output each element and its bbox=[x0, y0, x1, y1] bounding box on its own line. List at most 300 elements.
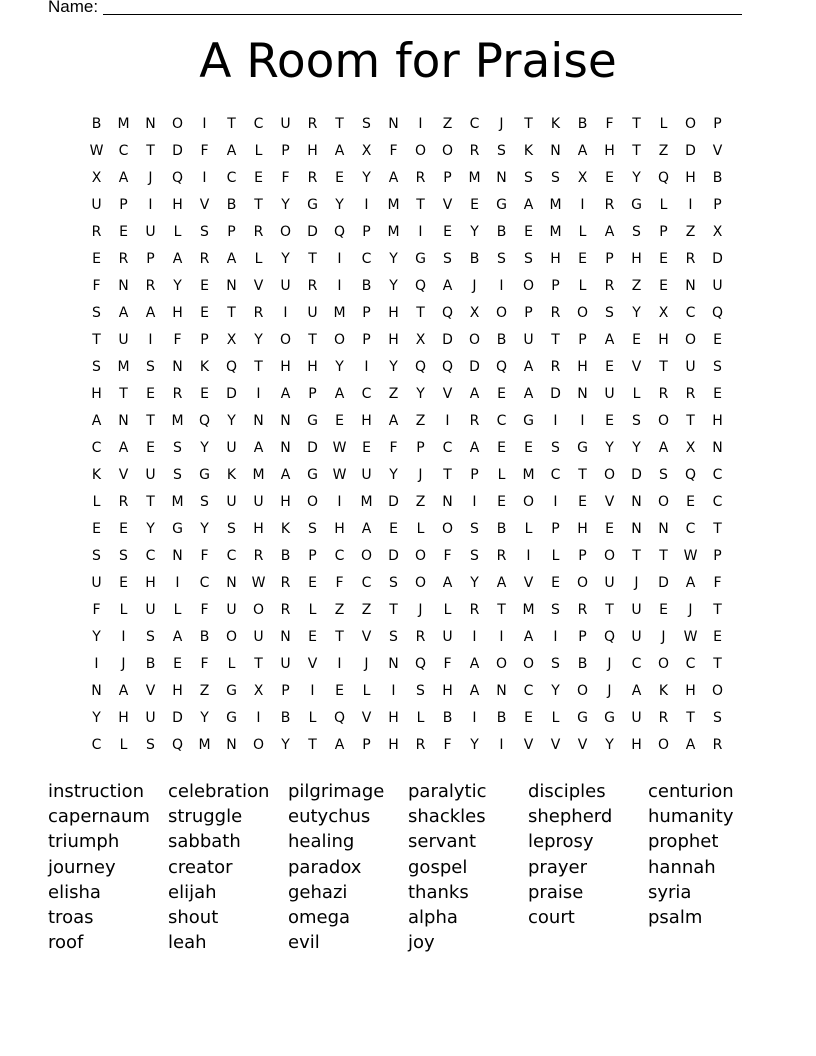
word-list-item: pilgrimage bbox=[288, 781, 385, 802]
word-list-item: creator bbox=[168, 856, 233, 878]
grid-letter: C bbox=[361, 575, 372, 591]
grid-letter: M bbox=[522, 467, 535, 483]
grid-letter: E bbox=[362, 440, 371, 456]
grid-letter: N bbox=[631, 494, 642, 510]
grid-letter: N bbox=[226, 737, 237, 753]
grid-letter: R bbox=[253, 224, 264, 240]
grid-letter: C bbox=[712, 467, 723, 483]
grid-letter: U bbox=[145, 602, 156, 618]
grid-letter: H bbox=[307, 359, 318, 375]
grid-letter: T bbox=[146, 413, 155, 429]
grid-letter: T bbox=[92, 332, 101, 348]
grid-letter: O bbox=[414, 143, 427, 159]
grid-letter: P bbox=[200, 332, 209, 348]
grid-letter: E bbox=[713, 332, 722, 348]
grid-letter: O bbox=[441, 521, 454, 537]
grid-letter: P bbox=[281, 143, 290, 159]
grid-letter: T bbox=[308, 251, 317, 267]
grid-letter: V bbox=[253, 278, 264, 294]
grid-letter: H bbox=[658, 332, 669, 348]
grid-letter: A bbox=[523, 629, 534, 645]
grid-letter: L bbox=[578, 278, 587, 294]
grid-letter: O bbox=[279, 332, 292, 348]
grid-letter: H bbox=[172, 683, 183, 699]
grid-letter: A bbox=[91, 413, 102, 429]
grid-letter: C bbox=[496, 413, 507, 429]
grid-letter: D bbox=[307, 224, 318, 240]
word-list-item: shout bbox=[168, 906, 219, 928]
grid-letter: R bbox=[658, 386, 669, 402]
grid-letter: X bbox=[577, 170, 588, 186]
grid-letter: C bbox=[685, 521, 696, 537]
grid-letter: R bbox=[253, 548, 264, 564]
grid-letter: M bbox=[387, 197, 400, 213]
grid-letter: J bbox=[607, 683, 612, 699]
grid-letter: Q bbox=[198, 413, 211, 429]
grid-letter: J bbox=[688, 602, 693, 618]
grid-letter: N bbox=[685, 278, 696, 294]
grid-letter: S bbox=[119, 548, 128, 564]
grid-letter: O bbox=[684, 116, 697, 132]
grid-letter: H bbox=[91, 386, 102, 402]
grid-letter: I bbox=[499, 629, 504, 645]
grid-letter: T bbox=[686, 413, 695, 429]
grid-letter: O bbox=[495, 305, 508, 321]
grid-letter: R bbox=[550, 305, 561, 321]
grid-letter: P bbox=[119, 197, 128, 213]
grid-letter: V bbox=[604, 494, 615, 510]
grid-letter: Q bbox=[225, 359, 238, 375]
grid-letter: P bbox=[362, 737, 371, 753]
grid-letter: R bbox=[118, 251, 129, 267]
name-field bbox=[48, 0, 742, 17]
grid-letter: O bbox=[252, 737, 265, 753]
grid-letter: W bbox=[683, 629, 698, 645]
name-label: Name: bbox=[48, 0, 99, 16]
grid-letter: I bbox=[418, 116, 423, 132]
grid-letter: F bbox=[200, 602, 209, 618]
grid-letter: K bbox=[658, 683, 669, 699]
grid-letter: C bbox=[550, 467, 561, 483]
grid-letter: R bbox=[685, 386, 696, 402]
grid-letter: U bbox=[91, 197, 102, 213]
grid-letter: U bbox=[685, 359, 696, 375]
grid-letter: Q bbox=[171, 737, 184, 753]
grid-letter: A bbox=[172, 251, 183, 267]
grid-letter: Z bbox=[334, 602, 345, 618]
grid-letter: E bbox=[200, 305, 209, 321]
grid-letter: E bbox=[254, 170, 263, 186]
grid-letter: Y bbox=[254, 332, 263, 348]
word-list-item: alpha bbox=[408, 906, 458, 928]
grid-letter: Y bbox=[416, 386, 425, 402]
grid-letter: H bbox=[712, 413, 723, 429]
grid-letter: G bbox=[226, 710, 237, 726]
grid-letter: T bbox=[713, 521, 722, 537]
grid-letter: T bbox=[254, 656, 263, 672]
grid-letter: S bbox=[470, 521, 479, 537]
word-list-item: struggle bbox=[168, 806, 243, 828]
grid-letter: I bbox=[499, 737, 504, 753]
grid-letter: O bbox=[657, 656, 670, 672]
grid-letter: I bbox=[337, 278, 342, 294]
grid-letter: H bbox=[685, 170, 696, 186]
grid-letter: E bbox=[497, 440, 506, 456]
grid-letter: U bbox=[226, 440, 237, 456]
grid-letter: H bbox=[604, 143, 615, 159]
grid-letter: A bbox=[685, 737, 696, 753]
grid-letter: D bbox=[631, 467, 642, 483]
grid-letter: P bbox=[308, 386, 317, 402]
grid-letter: Z bbox=[199, 683, 210, 699]
grid-letter: Q bbox=[441, 359, 454, 375]
grid-letter: E bbox=[173, 656, 182, 672]
grid-letter: S bbox=[200, 494, 209, 510]
grid-letter: V bbox=[361, 629, 372, 645]
grid-letter: S bbox=[713, 710, 722, 726]
grid-letter: M bbox=[549, 224, 562, 240]
grid-letter: L bbox=[524, 521, 533, 537]
grid-letter: G bbox=[307, 413, 318, 429]
grid-letter: W bbox=[683, 548, 698, 564]
grid-letter: R bbox=[280, 575, 291, 591]
grid-letter: L bbox=[92, 494, 101, 510]
grid-letter: C bbox=[685, 656, 696, 672]
grid-letter: S bbox=[173, 467, 182, 483]
grid-letter: S bbox=[92, 359, 101, 375]
grid-letter: H bbox=[118, 710, 129, 726]
grid-letter: J bbox=[472, 278, 477, 294]
grid-letter: J bbox=[364, 656, 369, 672]
grid-letter: S bbox=[497, 251, 506, 267]
grid-letter: O bbox=[441, 143, 454, 159]
grid-letter: A bbox=[577, 143, 588, 159]
grid-letter: O bbox=[684, 332, 697, 348]
grid-letter: S bbox=[524, 170, 533, 186]
grid-letter: T bbox=[713, 602, 722, 618]
grid-letter: T bbox=[659, 548, 668, 564]
grid-letter: I bbox=[364, 197, 369, 213]
grid-letter: Y bbox=[92, 629, 101, 645]
grid-letter: E bbox=[605, 521, 614, 537]
grid-letter: E bbox=[659, 278, 668, 294]
grid-letter: N bbox=[118, 413, 129, 429]
grid-letter: R bbox=[550, 359, 561, 375]
grid-letter: Y bbox=[389, 359, 398, 375]
grid-letter: I bbox=[337, 251, 342, 267]
grid-letter: S bbox=[416, 683, 425, 699]
grid-letter: V bbox=[145, 683, 156, 699]
grid-letter: F bbox=[335, 575, 344, 591]
grid-letter: T bbox=[335, 629, 344, 645]
grid-letter: C bbox=[334, 548, 345, 564]
grid-letter: A bbox=[496, 575, 507, 591]
grid-letter: R bbox=[604, 197, 615, 213]
grid-letter: V bbox=[307, 656, 318, 672]
grid-letter: Q bbox=[495, 359, 508, 375]
grid-letter: P bbox=[578, 332, 587, 348]
grid-letter: N bbox=[577, 386, 588, 402]
grid-letter: X bbox=[415, 332, 426, 348]
grid-letter: I bbox=[688, 197, 693, 213]
grid-letter: Y bbox=[281, 197, 290, 213]
word-list bbox=[48, 779, 788, 955]
grid-letter: L bbox=[578, 224, 587, 240]
grid-letter: Y bbox=[227, 413, 236, 429]
grid-letter: S bbox=[443, 251, 452, 267]
grid-letter: Y bbox=[632, 170, 641, 186]
grid-letter: E bbox=[713, 386, 722, 402]
grid-letter: T bbox=[632, 143, 641, 159]
grid-letter: U bbox=[145, 467, 156, 483]
grid-letter: E bbox=[308, 629, 317, 645]
grid-letter: R bbox=[280, 602, 291, 618]
grid-letter: N bbox=[388, 656, 399, 672]
grid-letter: F bbox=[443, 737, 452, 753]
grid-letter: N bbox=[280, 629, 291, 645]
grid-letter: P bbox=[416, 440, 425, 456]
grid-letter: O bbox=[252, 602, 265, 618]
grid-letter: U bbox=[226, 494, 237, 510]
grid-letter: N bbox=[712, 440, 723, 456]
grid-letter: Q bbox=[603, 629, 616, 645]
grid-letter: E bbox=[92, 521, 101, 537]
grid-letter: C bbox=[631, 656, 642, 672]
grid-letter: S bbox=[389, 575, 398, 591]
grid-letter: T bbox=[254, 359, 263, 375]
grid-letter: N bbox=[496, 170, 507, 186]
grid-letter: B bbox=[280, 548, 291, 564]
grid-letter: I bbox=[580, 413, 585, 429]
grid-letter: S bbox=[173, 440, 182, 456]
word-list-item: hannah bbox=[648, 856, 716, 878]
grid-letter: S bbox=[146, 737, 155, 753]
grid-letter: F bbox=[443, 548, 452, 564]
grid-letter: M bbox=[360, 494, 373, 510]
grid-letter: E bbox=[119, 521, 128, 537]
grid-letter: F bbox=[200, 656, 209, 672]
grid-letter: U bbox=[631, 629, 642, 645]
grid-letter: H bbox=[550, 251, 561, 267]
grid-letter: F bbox=[92, 278, 101, 294]
grid-letter: B bbox=[145, 656, 156, 672]
grid-letter: G bbox=[577, 440, 588, 456]
grid-letter: T bbox=[308, 737, 317, 753]
grid-letter: I bbox=[445, 413, 450, 429]
grid-letter: M bbox=[468, 170, 481, 186]
grid-letter: G bbox=[307, 467, 318, 483]
grid-letter: B bbox=[577, 656, 588, 672]
grid-letter: Q bbox=[414, 656, 427, 672]
word-list-item: roof bbox=[48, 932, 84, 954]
grid-letter: P bbox=[227, 224, 236, 240]
grid-letter: Q bbox=[414, 278, 427, 294]
grid-letter: S bbox=[497, 143, 506, 159]
grid-letter: R bbox=[415, 170, 426, 186]
grid-letter: B bbox=[496, 710, 507, 726]
grid-letter: U bbox=[361, 467, 372, 483]
grid-letter: A bbox=[334, 143, 345, 159]
grid-letter: L bbox=[659, 197, 668, 213]
grid-letter: I bbox=[337, 656, 342, 672]
grid-letter: V bbox=[523, 575, 534, 591]
grid-letter: W bbox=[332, 440, 347, 456]
grid-letter: H bbox=[442, 683, 453, 699]
grid-letter: V bbox=[577, 737, 588, 753]
grid-letter: V bbox=[712, 143, 723, 159]
grid-letter: U bbox=[604, 575, 615, 591]
word-list-item: servant bbox=[408, 831, 477, 853]
grid-letter: G bbox=[199, 467, 210, 483]
grid-letter: Y bbox=[146, 521, 155, 537]
grid-letter: O bbox=[657, 413, 670, 429]
grid-letter: N bbox=[496, 683, 507, 699]
grid-letter: L bbox=[308, 710, 317, 726]
grid-letter: C bbox=[226, 170, 237, 186]
grid-letter: O bbox=[279, 224, 292, 240]
grid-letter: U bbox=[280, 278, 291, 294]
grid-letter: C bbox=[91, 440, 102, 456]
grid-letter: F bbox=[389, 440, 398, 456]
word-list-item: disciples bbox=[528, 781, 606, 802]
grid-letter: H bbox=[388, 710, 399, 726]
grid-letter: P bbox=[578, 548, 587, 564]
grid-letter: A bbox=[469, 656, 480, 672]
grid-letter: H bbox=[685, 683, 696, 699]
grid-letter: Q bbox=[171, 170, 184, 186]
grid-letter: X bbox=[361, 143, 372, 159]
grid-letter: O bbox=[657, 737, 670, 753]
grid-letter: L bbox=[173, 224, 182, 240]
grid-letter: I bbox=[202, 116, 207, 132]
grid-letter: I bbox=[148, 332, 153, 348]
grid-letter: I bbox=[553, 629, 558, 645]
grid-letter: I bbox=[337, 494, 342, 510]
grid-letter: V bbox=[199, 197, 210, 213]
grid-letter: A bbox=[604, 332, 615, 348]
grid-letter: O bbox=[225, 629, 238, 645]
grid-letter: H bbox=[172, 197, 183, 213]
grid-letter: S bbox=[92, 548, 101, 564]
grid-letter: V bbox=[118, 467, 129, 483]
grid-letter: A bbox=[442, 575, 453, 591]
grid-letter: A bbox=[226, 251, 237, 267]
grid-letter: P bbox=[524, 305, 533, 321]
grid-letter: E bbox=[686, 494, 695, 510]
grid-letter: G bbox=[226, 683, 237, 699]
grid-letter: C bbox=[145, 548, 156, 564]
grid-letter: T bbox=[443, 467, 452, 483]
grid-letter: S bbox=[713, 359, 722, 375]
grid-letter: O bbox=[306, 494, 319, 510]
word-list-item: evil bbox=[288, 932, 320, 954]
grid-letter: N bbox=[172, 548, 183, 564]
grid-letter: H bbox=[253, 521, 264, 537]
grid-letter: H bbox=[388, 305, 399, 321]
grid-letter: Z bbox=[388, 386, 399, 402]
grid-letter: H bbox=[172, 305, 183, 321]
grid-letter: Q bbox=[333, 710, 346, 726]
grid-letter: N bbox=[280, 413, 291, 429]
grid-letter: I bbox=[310, 683, 315, 699]
page-title: A Room for Praise bbox=[199, 34, 617, 89]
grid-letter: S bbox=[632, 413, 641, 429]
grid-letter: U bbox=[712, 278, 723, 294]
word-list-item: gospel bbox=[408, 856, 468, 878]
grid-letter: S bbox=[146, 629, 155, 645]
grid-letter: A bbox=[604, 224, 615, 240]
grid-letter: N bbox=[280, 440, 291, 456]
grid-letter: R bbox=[307, 170, 318, 186]
grid-letter: N bbox=[658, 521, 669, 537]
grid-letter: Y bbox=[470, 224, 479, 240]
grid-letter: M bbox=[117, 116, 130, 132]
grid-letter: O bbox=[171, 116, 184, 132]
grid-letter: H bbox=[307, 143, 318, 159]
word-list-item: prophet bbox=[648, 831, 719, 853]
grid-letter: A bbox=[118, 683, 129, 699]
grid-letter: G bbox=[604, 710, 615, 726]
grid-letter: S bbox=[470, 548, 479, 564]
grid-letter: S bbox=[308, 521, 317, 537]
grid-letter: Z bbox=[685, 224, 696, 240]
grid-letter: Q bbox=[414, 359, 427, 375]
grid-letter: I bbox=[526, 548, 531, 564]
grid-letter: P bbox=[362, 332, 371, 348]
word-list-item: leah bbox=[168, 932, 207, 954]
grid-letter: N bbox=[550, 143, 561, 159]
grid-letter: O bbox=[603, 467, 616, 483]
grid-letter: L bbox=[308, 602, 317, 618]
grid-letter: F bbox=[389, 143, 398, 159]
grid-letter: H bbox=[577, 521, 588, 537]
grid-letter: A bbox=[334, 737, 345, 753]
grid-letter: P bbox=[551, 278, 560, 294]
grid-letter: R bbox=[199, 251, 210, 267]
grid-letter: O bbox=[576, 683, 589, 699]
grid-letter: H bbox=[631, 251, 642, 267]
grid-letter: Y bbox=[605, 737, 614, 753]
grid-letter: Z bbox=[415, 494, 426, 510]
grid-letter: S bbox=[659, 467, 668, 483]
word-list-item: court bbox=[528, 906, 575, 928]
grid-letter: F bbox=[605, 116, 614, 132]
grid-letter: T bbox=[524, 116, 533, 132]
grid-letter: T bbox=[146, 143, 155, 159]
grid-letter: B bbox=[577, 116, 588, 132]
grid-letter: Y bbox=[335, 197, 344, 213]
grid-letter: T bbox=[497, 602, 506, 618]
word-list-item: capernaum bbox=[48, 806, 150, 828]
grid-letter: Z bbox=[415, 413, 426, 429]
grid-letter: P bbox=[362, 305, 371, 321]
grid-letter: R bbox=[685, 251, 696, 267]
grid-letter: E bbox=[524, 440, 533, 456]
grid-letter: P bbox=[308, 548, 317, 564]
grid-letter: H bbox=[280, 494, 291, 510]
grid-letter: R bbox=[145, 278, 156, 294]
grid-letter: A bbox=[469, 386, 480, 402]
grid-letter: J bbox=[499, 116, 504, 132]
grid-letter: M bbox=[549, 197, 562, 213]
grid-letter: A bbox=[469, 683, 480, 699]
grid-letter: I bbox=[121, 629, 126, 645]
grid-letter: S bbox=[551, 170, 560, 186]
grid-letter: E bbox=[524, 710, 533, 726]
grid-letter: H bbox=[361, 413, 372, 429]
word-list-item: shackles bbox=[408, 806, 486, 828]
grid-letter: G bbox=[307, 197, 318, 213]
